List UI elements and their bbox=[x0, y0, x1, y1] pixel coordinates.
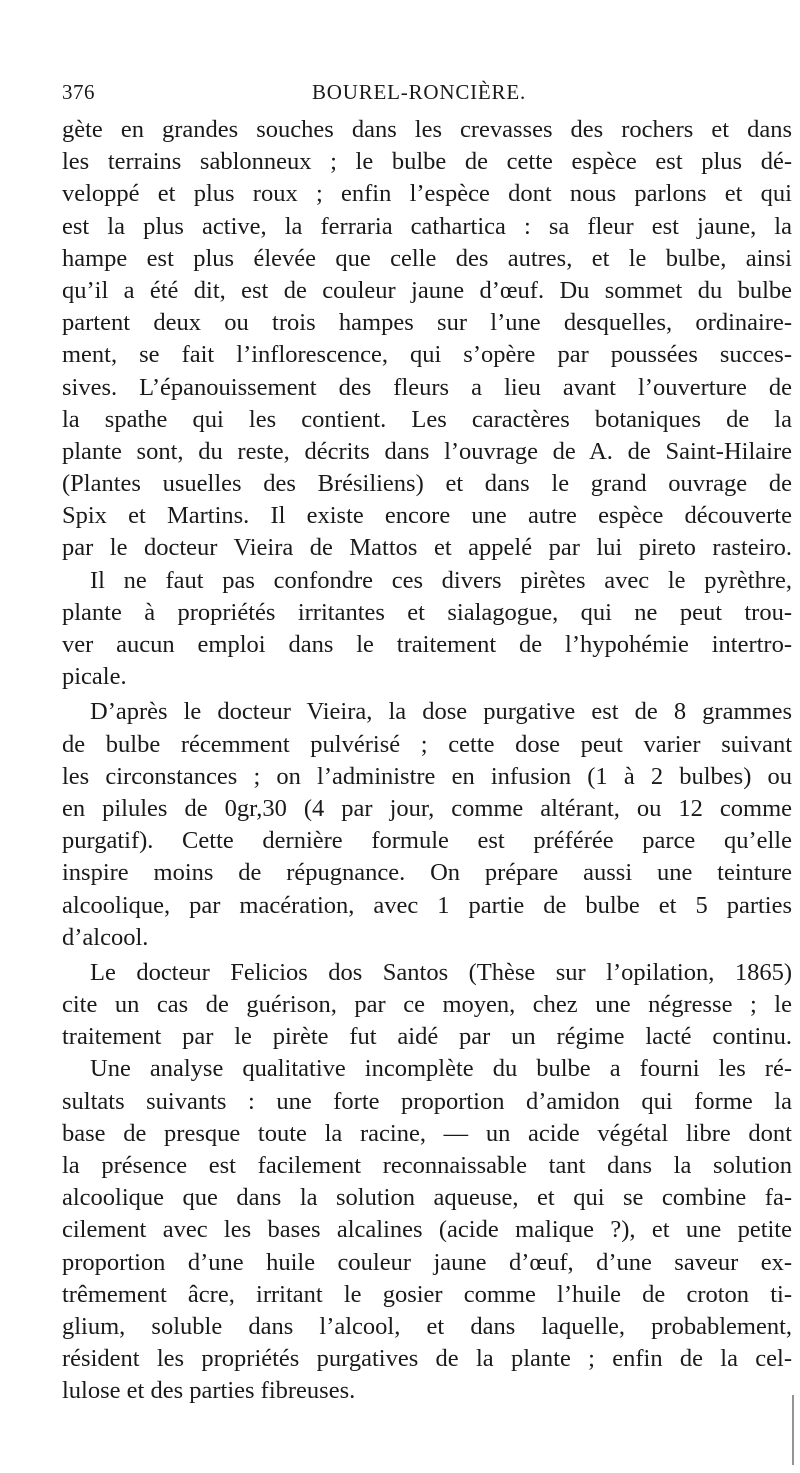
text-line: par le docteur Vieira de Mattos et appelé par lui pireto rasteiro. bbox=[62, 534, 792, 562]
text-line: qu’il a été dit, est de couleur jaune d’œuf. Du sommet du bulbe bbox=[62, 276, 792, 304]
text-line: lulose et des parties fibreuses. bbox=[62, 1377, 356, 1405]
text-line: alcoolique que dans la solution aqueuse, et qui se combine fa- bbox=[62, 1184, 792, 1212]
text-line: alcoolique, par macération, avec 1 partie de bulbe et 5 parties bbox=[62, 891, 792, 919]
text-line: d’alcool. bbox=[62, 923, 149, 951]
text-line: en pilules de 0gr,30 (4 par jour, comme altérant, ou 12 comme bbox=[62, 794, 792, 822]
text-line: résident les propriétés purgatives de la plante ; enfin de la cel- bbox=[62, 1345, 792, 1373]
text-line: partent deux ou trois hampes sur l’une desquelles, ordinaire- bbox=[62, 309, 792, 337]
text-line: purgatif). Cette dernière formule est préférée parce qu’elle bbox=[62, 827, 792, 855]
paragraph-3 bbox=[62, 696, 792, 954]
text-line: les terrains sablonneux ; le bulbe de cette espèce est plus dé- bbox=[62, 148, 792, 176]
text-line: sultats suivants : une forte proportion d’amidon qui forme la bbox=[62, 1087, 792, 1115]
text-line: trêmement âcre, irritant le gosier comme l’huile de croton ti- bbox=[62, 1280, 792, 1308]
text-line: picale. bbox=[62, 663, 127, 691]
text-line: sives. L’épanouissement des fleurs a lieu avant l’ouverture de bbox=[62, 373, 792, 401]
text-line: Une analyse qualitative incomplète du bulbe a fourni les ré- bbox=[90, 1055, 792, 1083]
text-line: Il ne faut pas confondre ces divers pirètes avec le pyrèthre, bbox=[90, 566, 792, 594]
text-line: hampe est plus élevée que celle des autres, et le bulbe, ainsi bbox=[62, 244, 792, 272]
page-header bbox=[62, 80, 762, 110]
text-line: Spix et Martins. Il existe encore une autre espèce découverte bbox=[62, 502, 792, 530]
text-line: cilement avec les bases alcalines (acide malique ?), et une petite bbox=[62, 1216, 792, 1244]
text-line: ment, se fait l’inflorescence, qui s’opère par poussées succes- bbox=[62, 341, 792, 369]
text-line: ver aucun emploi dans le traitement de l’hypohémie intertro- bbox=[62, 631, 792, 658]
paragraph-4 bbox=[62, 957, 792, 1054]
page-edge-shadow bbox=[792, 1395, 794, 1465]
text-line: plante sont, du reste, décrits dans l’ouvrage de A. de Saint-Hilaire bbox=[62, 437, 792, 465]
text-line: veloppé et plus roux ; enfin l’espèce dont nous parlons et qui bbox=[62, 180, 792, 208]
text-line: traitement par le pirète fut aidé par un régime lacté continu. bbox=[62, 1023, 792, 1051]
paragraph-1 bbox=[62, 114, 792, 565]
text-line: gète en grandes souches dans les crevasses des rochers et dans bbox=[62, 116, 792, 143]
paragraph-2 bbox=[62, 565, 792, 694]
text-line: base de presque toute la racine, — un acide végétal libre dont bbox=[62, 1119, 792, 1147]
text-line: plante à propriétés irritantes et sialagogue, qui ne peut trou- bbox=[62, 598, 792, 626]
text-line: les circonstances ; on l’administre en infusion (1 à 2 bulbes) ou bbox=[62, 762, 792, 790]
page-number: 376 bbox=[62, 80, 95, 104]
body-text bbox=[62, 114, 792, 1408]
text-line: la spathe qui les contient. Les caractères botaniques de la bbox=[62, 405, 792, 433]
text-line: (Plantes usuelles des Brésiliens) et dans le grand ouvrage de bbox=[62, 470, 792, 498]
text-line: est la plus active, la ferraria cathartica : sa fleur est jaune, la bbox=[62, 212, 792, 240]
text-line: inspire moins de répugnance. On prépare aussi une teinture bbox=[62, 859, 792, 887]
running-head: BOUREL-RONCIÈRE. bbox=[312, 80, 527, 104]
text-line: glium, soluble dans l’alcool, et dans laquelle, probablement, bbox=[62, 1312, 792, 1340]
text-line: proportion d’une huile couleur jaune d’œuf, d’une saveur ex- bbox=[62, 1248, 792, 1276]
text-line: la présence est facilement reconnaissable tant dans la solution bbox=[62, 1152, 792, 1179]
text-line: D’après le docteur Vieira, la dose purgative est de 8 grammes bbox=[90, 698, 792, 726]
text-line: cite un cas de guérison, par ce moyen, chez une négresse ; le bbox=[62, 991, 792, 1019]
paragraph-5 bbox=[62, 1053, 792, 1407]
text-line: de bulbe récemment pulvérisé ; cette dose peut varier suivant bbox=[62, 730, 792, 758]
text-line: Le docteur Felicios dos Santos (Thèse sur l’opilation, 1865) bbox=[90, 958, 792, 986]
